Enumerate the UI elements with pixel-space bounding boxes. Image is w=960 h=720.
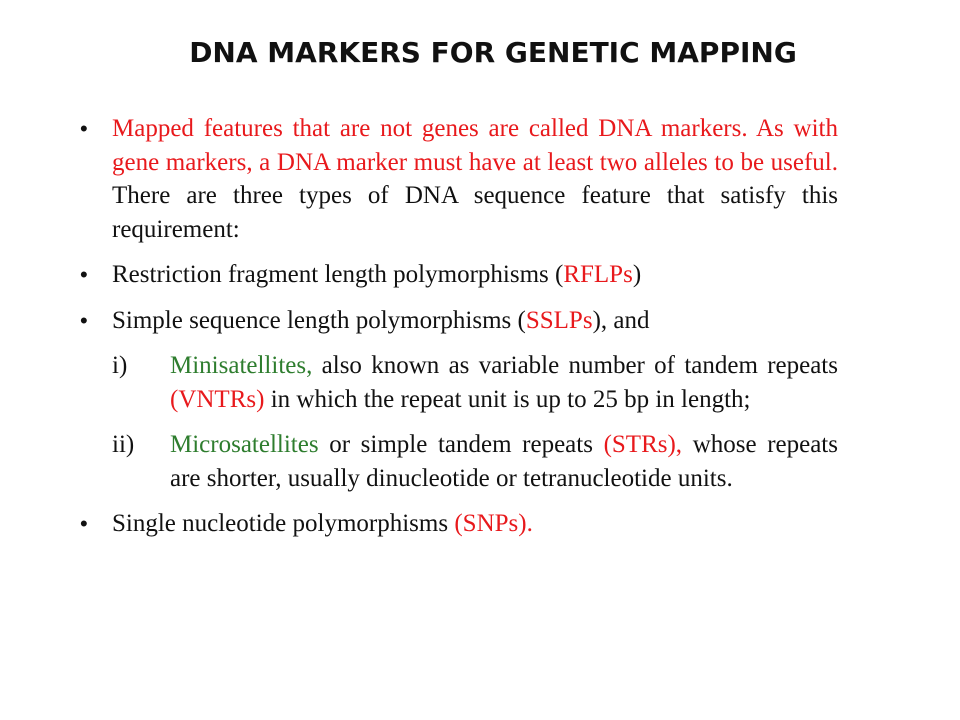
snps-abbrev: (SNPs).: [454, 510, 533, 537]
subitem-microsatellites: [80, 428, 838, 495]
dna-markers-types-intro: There are three types of DNA sequence feature that satisfy this requirement:: [112, 182, 838, 243]
sslps-close: ), and: [592, 306, 650, 334]
slide-title: DNA MARKERS FOR GENETIC MAPPING: [189, 36, 797, 69]
snps-text: Single nucleotide polymorphisms: [112, 510, 455, 537]
bullet-item-dna-markers: [80, 112, 838, 246]
bullet-item-snps: [80, 507, 838, 541]
bullet-icon: •: [80, 511, 88, 536]
bullet-icon: •: [80, 307, 88, 333]
minisatellites-term: Minisatellites,: [170, 352, 313, 379]
sslps-text: Simple sequence length polymorphisms (: [112, 306, 526, 334]
vntrs-abbrev: (VNTRs): [170, 385, 265, 413]
dna-markers-definition: Mapped features that are not genes are called DNA markers. As with gene markers, a DNA marker must have at least two alleles to be useful.: [112, 115, 838, 176]
microsatellites-text-end: whose repeats are shorter, usually dinucleotide or tetranucleotide units.: [170, 431, 838, 492]
subitem-minisatellites: [80, 349, 838, 416]
subitem-label: i): [112, 352, 128, 379]
rflps-close: ): [632, 261, 642, 288]
minisatellites-text-end: in which the repeat unit is up to 25 bp in length;: [264, 385, 751, 413]
strs-abbrev: (STRs),: [603, 431, 683, 458]
microsatellites-text: or simple tandem repeats: [318, 431, 604, 458]
bullet-item-rflps: [80, 258, 838, 292]
slide-body: [80, 112, 838, 553]
minisatellites-text: also known as variable number of tandem repeats: [312, 352, 838, 379]
rflps-text: Restriction fragment length polymorphisms (: [112, 261, 564, 288]
microsatellites-term: Microsatellites: [170, 431, 319, 458]
bullet-icon: •: [80, 262, 88, 287]
bullet-icon: •: [80, 116, 88, 141]
sslps-abbrev: SSLPs: [525, 306, 593, 334]
subitem-label: ii): [112, 431, 135, 458]
rflps-abbrev: RFLPs: [563, 261, 633, 288]
bullet-item-sslps: [80, 304, 838, 338]
